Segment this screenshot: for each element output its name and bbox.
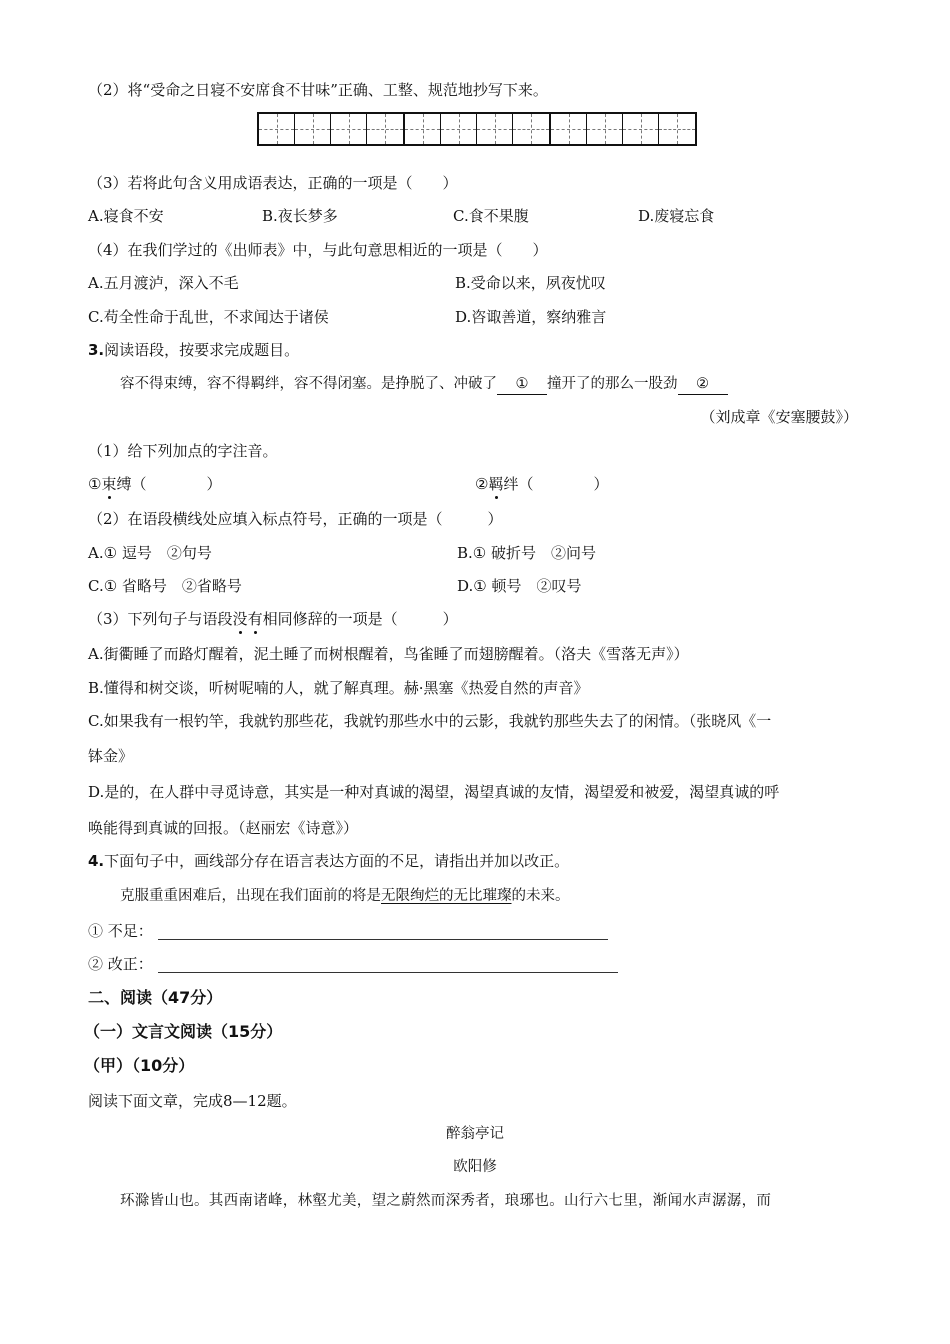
- question-3-heading: [88, 340, 299, 360]
- question-number: 4.: [88, 852, 105, 870]
- option-a[interactable]: A.街衢睡了而路灯醒着，泥土睡了而树根醒着，鸟雀睡了而翅膀醒着。（洛夫《雪落无声》）: [88, 645, 689, 663]
- option-b[interactable]: B.夜长梦多: [262, 207, 338, 225]
- grid-cell[interactable]: [259, 114, 295, 144]
- item-number: ②: [475, 475, 489, 493]
- dotted-char: 没: [232, 610, 248, 628]
- passage-text: 容不得束缚，容不得羁绊，容不得闭塞。是挣脱了、冲破了: [120, 376, 497, 392]
- grid-cell[interactable]: [623, 114, 659, 144]
- grid-cell[interactable]: [295, 114, 331, 144]
- option-d[interactable]: D.废寝忘食: [638, 207, 715, 225]
- question-2-2: （2）将“受命之日寝不安席食不甘味”正确、工整、规范地抄写下来。: [88, 81, 548, 99]
- option-a[interactable]: A.寝食不安: [88, 207, 164, 225]
- stem-text: 相同修辞的一项是（ ）: [262, 610, 458, 628]
- option-b[interactable]: B.懂得和树交谈，听树呢喃的人，就了解真理。赫·黑塞《热爱自然的声音》: [88, 679, 589, 697]
- subsection-heading: （甲）（10分）: [84, 1056, 195, 1075]
- pinyin-item-2[interactable]: [475, 474, 608, 494]
- grid-cell[interactable]: [551, 114, 587, 144]
- section-heading: 二、阅读（47分）: [88, 988, 223, 1007]
- grid-group: [549, 112, 697, 146]
- dotted-char: 羁: [488, 475, 504, 493]
- option-d[interactable]: D.① 顿号 ②叹号: [457, 577, 582, 595]
- essay-title: 醉翁亭记: [446, 1126, 504, 1142]
- option-d[interactable]: D.咨诹善道，察纳雅言: [455, 308, 607, 326]
- question-title: 阅读语段，按要求完成题目。: [104, 341, 300, 359]
- grid-cell[interactable]: [331, 114, 367, 144]
- grid-cell[interactable]: [367, 114, 403, 144]
- question-2-4-stem: （4）在我们学过的《出师表》中，与此句意思相近的一项是（ ）: [88, 241, 548, 259]
- instruction: 阅读下面文章，完成8—12题。: [88, 1092, 297, 1110]
- stem-text: （3）下列句子与语段: [88, 610, 233, 628]
- grid-cell[interactable]: [659, 114, 695, 144]
- grid-cell[interactable]: [477, 114, 513, 144]
- option-d[interactable]: D.是的，在人群中寻觅诗意，其实是一种对真诚的渴望，渴望真诚的友情，渴望爱和被爱，渴望真诚的呼: [88, 783, 780, 801]
- subsection-heading: （一）文言文阅读（15分）: [84, 1022, 283, 1041]
- question-number: 3.: [88, 341, 105, 359]
- item-number: ①: [88, 475, 102, 493]
- question-title: 下面句子中，画线部分存在语言表达方面的不足，请指出并加以改正。: [104, 852, 570, 870]
- sentence-text: 克服重重困难后，出现在我们面前的将是: [120, 888, 381, 904]
- option-d-cont[interactable]: 唤能得到真诚的回报。（赵丽宏《诗意》）: [88, 819, 359, 837]
- sub-question-2: （2）在语段横线处应填入标点符号，正确的一项是（ ）: [88, 510, 503, 528]
- passage-source: （刘成章《安塞腰鼓》）: [700, 408, 858, 426]
- sentence-text: 的未来。: [511, 888, 570, 904]
- essay-author: 欧阳修: [453, 1159, 497, 1175]
- essay-paragraph: 环滁皆山也。其西南诸峰，林壑尤美，望之蔚然而深秀者，琅琊也。山行六七里，渐闻水声潺潺，而: [120, 1193, 772, 1209]
- grid-cell[interactable]: [587, 114, 623, 144]
- writing-grid[interactable]: [257, 112, 695, 146]
- answer-line-2[interactable]: [158, 972, 618, 973]
- example-sentence: [120, 886, 570, 906]
- answer-label-1: ① 不足：: [88, 922, 153, 940]
- option-c[interactable]: C.① 省略号 ②省略号: [88, 577, 242, 595]
- grid-group: [257, 112, 405, 146]
- blank-1[interactable]: ①: [497, 374, 547, 395]
- option-a[interactable]: A.① 逗号 ②句号: [88, 544, 212, 562]
- blank-2[interactable]: ②: [678, 374, 728, 395]
- grid-cell[interactable]: [405, 114, 441, 144]
- passage-text: 撞开了的那么一股劲: [547, 376, 678, 392]
- option-a[interactable]: A.五月渡泸，深入不毛: [88, 274, 239, 292]
- dotted-char: 有: [247, 610, 263, 628]
- sub-question-1: （1）给下列加点的字注音。: [88, 442, 278, 460]
- item-text: 缚（ ）: [116, 475, 222, 493]
- option-b[interactable]: B.① 破折号 ②问号: [457, 544, 597, 562]
- question-4-heading: [88, 851, 569, 871]
- option-c[interactable]: C.如果我有一根钓竿，我就钓那些花，我就钓那些水中的云影，我就钓那些失去了的闲情。（张晓风《一: [88, 712, 772, 730]
- grid-cell[interactable]: [441, 114, 477, 144]
- option-b[interactable]: B.受命以来，夙夜忧叹: [455, 274, 606, 292]
- question-2-3-stem: （3）若将此句含义用成语表达，正确的一项是（ ）: [88, 174, 458, 192]
- dotted-char: 束: [101, 475, 117, 493]
- underlined-phrase: 无限绚烂的无比璀璨: [381, 888, 512, 904]
- answer-label-2: ② 改正：: [88, 955, 153, 973]
- option-c[interactable]: C.食不果腹: [453, 207, 529, 225]
- sub-question-3: [88, 609, 458, 629]
- option-c-cont[interactable]: 钵金》: [88, 747, 134, 765]
- pinyin-item-1[interactable]: [88, 474, 221, 494]
- grid-group: [403, 112, 551, 146]
- option-c[interactable]: C.苟全性命于乱世，不求闻达于诸侯: [88, 308, 329, 326]
- passage: [120, 374, 728, 395]
- grid-cell[interactable]: [513, 114, 549, 144]
- answer-line-1[interactable]: [158, 939, 608, 940]
- item-text: 绊（ ）: [503, 475, 609, 493]
